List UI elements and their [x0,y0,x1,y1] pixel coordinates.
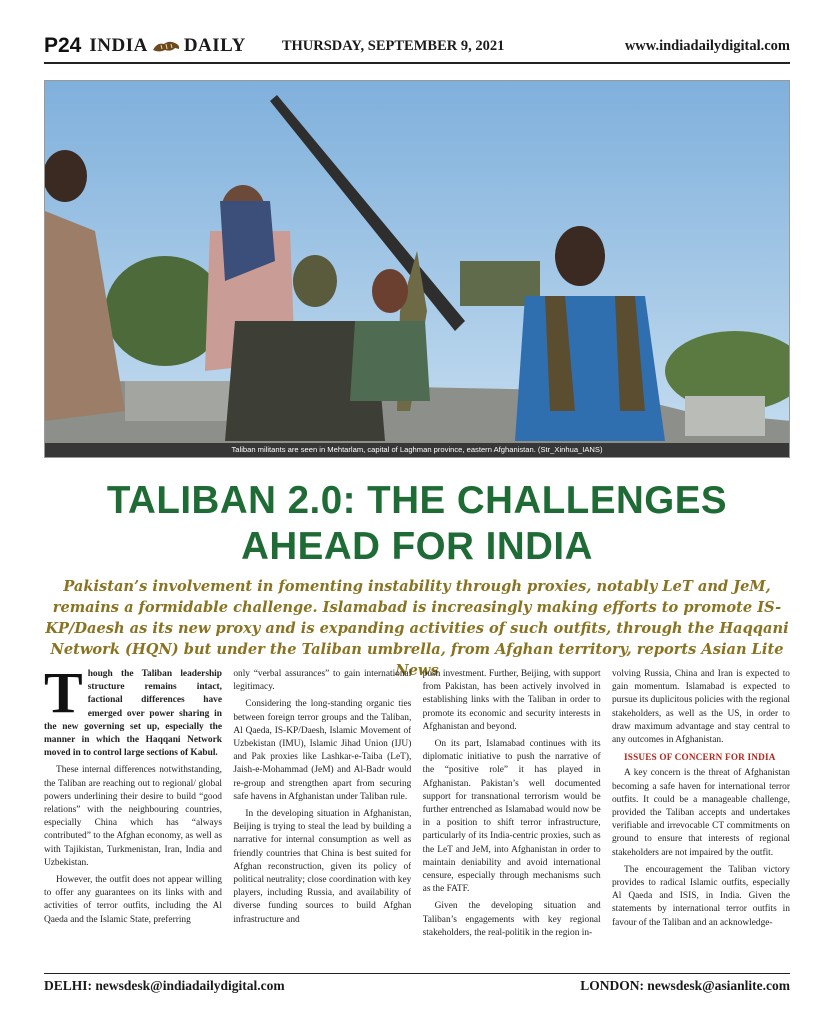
tiger-emblem-icon [151,38,181,54]
paragraph: Considering the long-standing organic ties between foreign terror groups and the Taliban, Al Qaeda, IS-KP/Daesh, Islamic Movement of Uzbekistan (IMU), Islamic Jihad Union (IJU) and Pak proxies like Lashkar-e-Taiba (LeT), Jaish-e-Mohammad (JeM) and Al-Badr would re-group and strengthen apart from securing safe havens in Afghanistan under Taliban rule. [233,699,412,802]
lead-text: hough the Taliban leadership structure remains intact, factional differences have emerged over power sharing in the new governing set up, especially the manner in which the Haqqani Network moved in to control large sections of Kabul. [44,669,222,759]
paragraph: These internal differences notwithstanding, the Taliban are reaching out to regional/ global powers underlining their desire to build “good relations” with the neighbouring countries, especially China which has “always contributed” to the Afghan economy, as well as with Tajikistan, Turkmenistan, Iran, India and Uzbekistan. [44,765,222,868]
paragraph: A key concern is the threat of Afghanistan becoming a safe haven for international terror outfits. It could be a manageable challenge, provided the Taliban accepts and undertakes verifiable and irrevocable CT commitments on ground to ensure that interests of regional stakeholders are not impaired by the outfit. [611,768,790,858]
article-headline [44,478,790,570]
footer [44,978,790,994]
dropcap: T [44,668,83,725]
paragraph: Given the developing situation and Taliban’s engagements with key regional stakeholders, the real-politik in the region in- [422,901,601,938]
london-contact[interactable]: LONDON: newsdesk@asianlite.com [580,978,790,993]
paragraph: The encouragement the Taliban victory provides to radical Islamic outfits, especially Al Qaeda and ISIS, in India. Given the statements by international terror outfits in favour of the Taliban and an acknowledge- [611,864,790,928]
masthead-rule [44,62,790,64]
paragraph: push investment. Further, Beijing, with support from Pakistan, has been actively involved in establishing links with the Taliban in order to promote its economic and security interests in Afghanistan and beyond. [422,669,601,732]
brand-logo [89,35,245,57]
column-2 [233,668,411,964]
delhi-contact[interactable]: DELHI: newsdesk@indiadailydigital.com [44,978,285,993]
brand-right: DAILY [183,35,246,56]
lead-photo [44,80,790,458]
lead-paragraph [44,668,222,760]
paragraph: only “verbal assurances” to gain international legitimacy. [233,669,412,693]
paragraph: However, the outfit does not appear willing to offer any guarantees on its links with and activities of terror outfits, including the Al Qaeda and the Islamic State, preferring [44,875,222,925]
photo-caption: Taliban militants are seen in Mehtarlam, capital of Laghman province, eastern Afghanistan. (Str_Xinhua_IANS) [45,443,789,457]
article-standfirst: Pakistan’s involvement in fomenting instability through proxies, notably LeT and JeM, remains a formidable challenge. Islamabad is increasingly making efforts to promote IS-KP/Daesh as its new proxy and is expanding activities of such outfits, through the Haqqani Network (HQN) but under the Taliban umbrella, from Afghan territory, reports Asian Lite News [45,578,789,679]
brand-left: INDIA [89,35,148,56]
column-3 [423,668,601,964]
paragraph: In the developing situation in Afghanistan, Beijing is trying to steal the lead by building a narrative for internal consumption as well as friendly countries that China is best suited for Afghan reconstruction, given its policy of political neutrality; close coordination with key players, including Russia, and availability of diverse funding sources to build Afghan infrastructure and [233,809,412,925]
column-1 [44,668,222,964]
issue-date: THURSDAY, SEPTEMBER 9, 2021 [281,37,505,54]
page-number: P24 [44,34,82,57]
masthead [44,32,790,60]
column-4 [612,668,790,964]
headline-line-1: TALIBAN 2.0: THE CHALLENGES [106,479,728,522]
footer-rule [44,973,790,974]
headline-line-2: AHEAD FOR INDIA [241,525,593,568]
paragraph: volving Russia, China and Iran is expected to gain momentum. Islamabad is expected to pursue its duplicitous policies with the regional stakeholders, as well as the US, in order to draw maximum advantage and stay central to any outcomes in Afghanistan. [611,669,790,746]
taliban-militants-photo [45,81,790,458]
website-link[interactable]: www.indiadailydigital.com [624,37,790,54]
paragraph: On its part, Islamabad continues with its diplomatic initiative to push the narrative of the “positive role” it has played in Afghanistan. Pakistan’s well documented support for transnational terrorism would be further entrenched as Islamabad would now be in a position to shift terror infrastructure, particularly of its India-centric proxies, such as the LeT and JeM, into Afghanistan in order to maintain deniability and avoid international censure, especially through mechanisms such as the FATF. [422,739,601,895]
section-subhead: ISSUES OF CONCERN FOR INDIA [623,752,776,763]
article-body [44,668,790,964]
